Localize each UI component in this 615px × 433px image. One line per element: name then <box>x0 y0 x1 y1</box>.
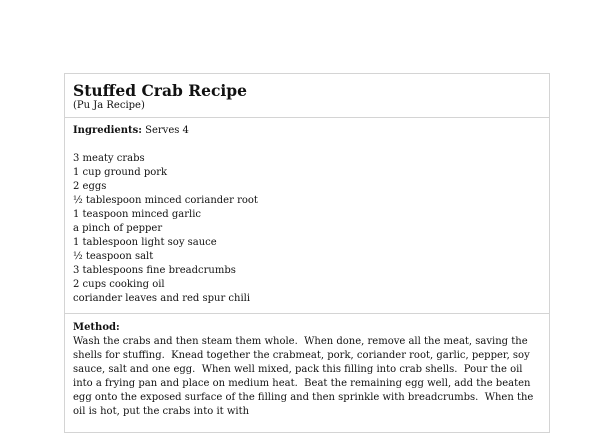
ingredient-item: ½ tablespoon minced coriander root <box>73 195 258 206</box>
recipe-subtitle: (Pu Ja Recipe) <box>73 100 145 111</box>
ingredient-item: 2 eggs <box>73 181 107 192</box>
ingredient-item: 1 teaspoon minced garlic <box>73 209 201 220</box>
ingredients-list <box>73 152 541 306</box>
ingredient-item: 2 cups cooking oil <box>73 279 165 290</box>
ingredients-heading <box>73 124 541 138</box>
ingredient-item: ½ teaspoon salt <box>73 251 154 262</box>
ingredient-item: coriander leaves and red spur chili <box>73 293 251 304</box>
ingredients-section <box>65 118 549 314</box>
recipe-header <box>65 74 549 118</box>
recipe-card <box>64 73 550 433</box>
ingredients-label: Ingredients: <box>73 125 142 136</box>
recipe-title: Stuffed Crab Recipe <box>73 81 247 100</box>
method-section <box>65 314 549 419</box>
ingredient-item: 1 cup ground pork <box>73 167 168 178</box>
ingredient-item: 1 tablespoon light soy sauce <box>73 237 217 248</box>
method-label: Method: <box>73 322 120 333</box>
ingredient-item: 3 tablespoons fine breadcrumbs <box>73 265 236 276</box>
serves-text: Serves 4 <box>145 125 189 136</box>
method-text: Wash the crabs and then steam them whole. When done, remove all the meat, saving the shells for stuffing. Knead together the crabmeat, pork, coriander root, garlic, pepper, soy sauce, salt and one egg. When well mixed, pack this filling into crab shells. Pour the oil into a frying pan and place on medium heat. Beat the remaining egg well, add the beaten egg onto the exposed surface of the filling and then sprinkle with breadcrumbs. When the oil is hot, put the crabs into it with <box>73 336 537 417</box>
ingredient-item: a pinch of pepper <box>73 223 163 234</box>
ingredient-item: 3 meaty crabs <box>73 153 145 164</box>
